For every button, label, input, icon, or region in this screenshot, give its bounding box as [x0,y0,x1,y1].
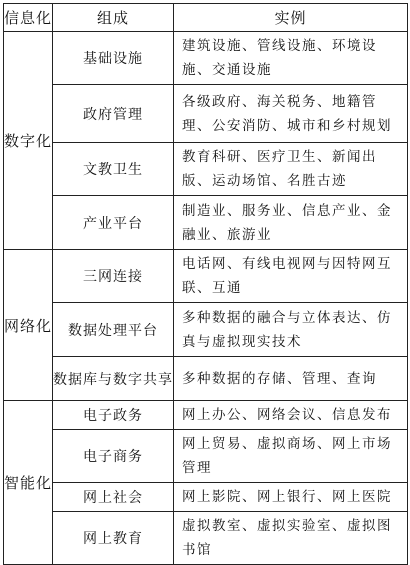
examples-cell: 网上贸易、虚拟商场、网上市场管理 [174,430,408,483]
table-row [4,430,408,483]
examples-cell: 多种数据的存储、管理、查询 [174,357,408,401]
header-row [4,4,408,32]
component-cell: 基础设施 [53,32,174,85]
table-row [4,401,408,430]
component-cell: 网上社会 [53,483,174,512]
component-cell: 数据库与数字共享 [53,357,174,401]
table-row [4,483,408,512]
component-cell: 三网连接 [53,250,174,303]
table-row [4,357,408,401]
component-cell: 文教卫生 [53,143,174,196]
component-cell: 电子政务 [53,401,174,430]
component-cell: 政府管理 [53,85,174,143]
component-cell: 数据处理平台 [53,303,174,357]
examples-cell: 建筑设施、管线设施、环境设施、交通设施 [174,32,408,85]
header-examples: 实例 [174,4,408,32]
examples-cell: 虚拟教室、虚拟实验室、虚拟图书馆 [174,512,408,565]
table-row [4,512,408,565]
group-intelligentization: 智能化 [4,401,53,565]
examples-cell: 电话网、有线电视网与因特网互联、互通 [174,250,408,303]
table-row [4,32,408,85]
component-cell: 产业平台 [53,196,174,250]
table-row [4,303,408,357]
header-category: 信息化 [4,4,53,32]
informatization-table [3,3,408,565]
table-row [4,250,408,303]
table-row [4,143,408,196]
examples-cell: 网上办公、网络会议、信息发布 [174,401,408,430]
examples-cell: 网上影院、网上银行、网上医院 [174,483,408,512]
examples-cell: 各级政府、海关税务、地籍管理、公安消防、城市和乡村规划 [174,85,408,143]
table-row [4,196,408,250]
examples-cell: 多种数据的融合与立体表达、仿真与虚拟现实技术 [174,303,408,357]
table-row [4,85,408,143]
component-cell: 网上教育 [53,512,174,565]
component-cell: 电子商务 [53,430,174,483]
group-networking: 网络化 [4,250,53,401]
examples-cell: 教育科研、医疗卫生、新闻出版、运动场馆、名胜古迹 [174,143,408,196]
examples-cell: 制造业、服务业、信息产业、金融业、旅游业 [174,196,408,250]
group-digitization: 数字化 [4,32,53,250]
header-component: 组成 [53,4,174,32]
